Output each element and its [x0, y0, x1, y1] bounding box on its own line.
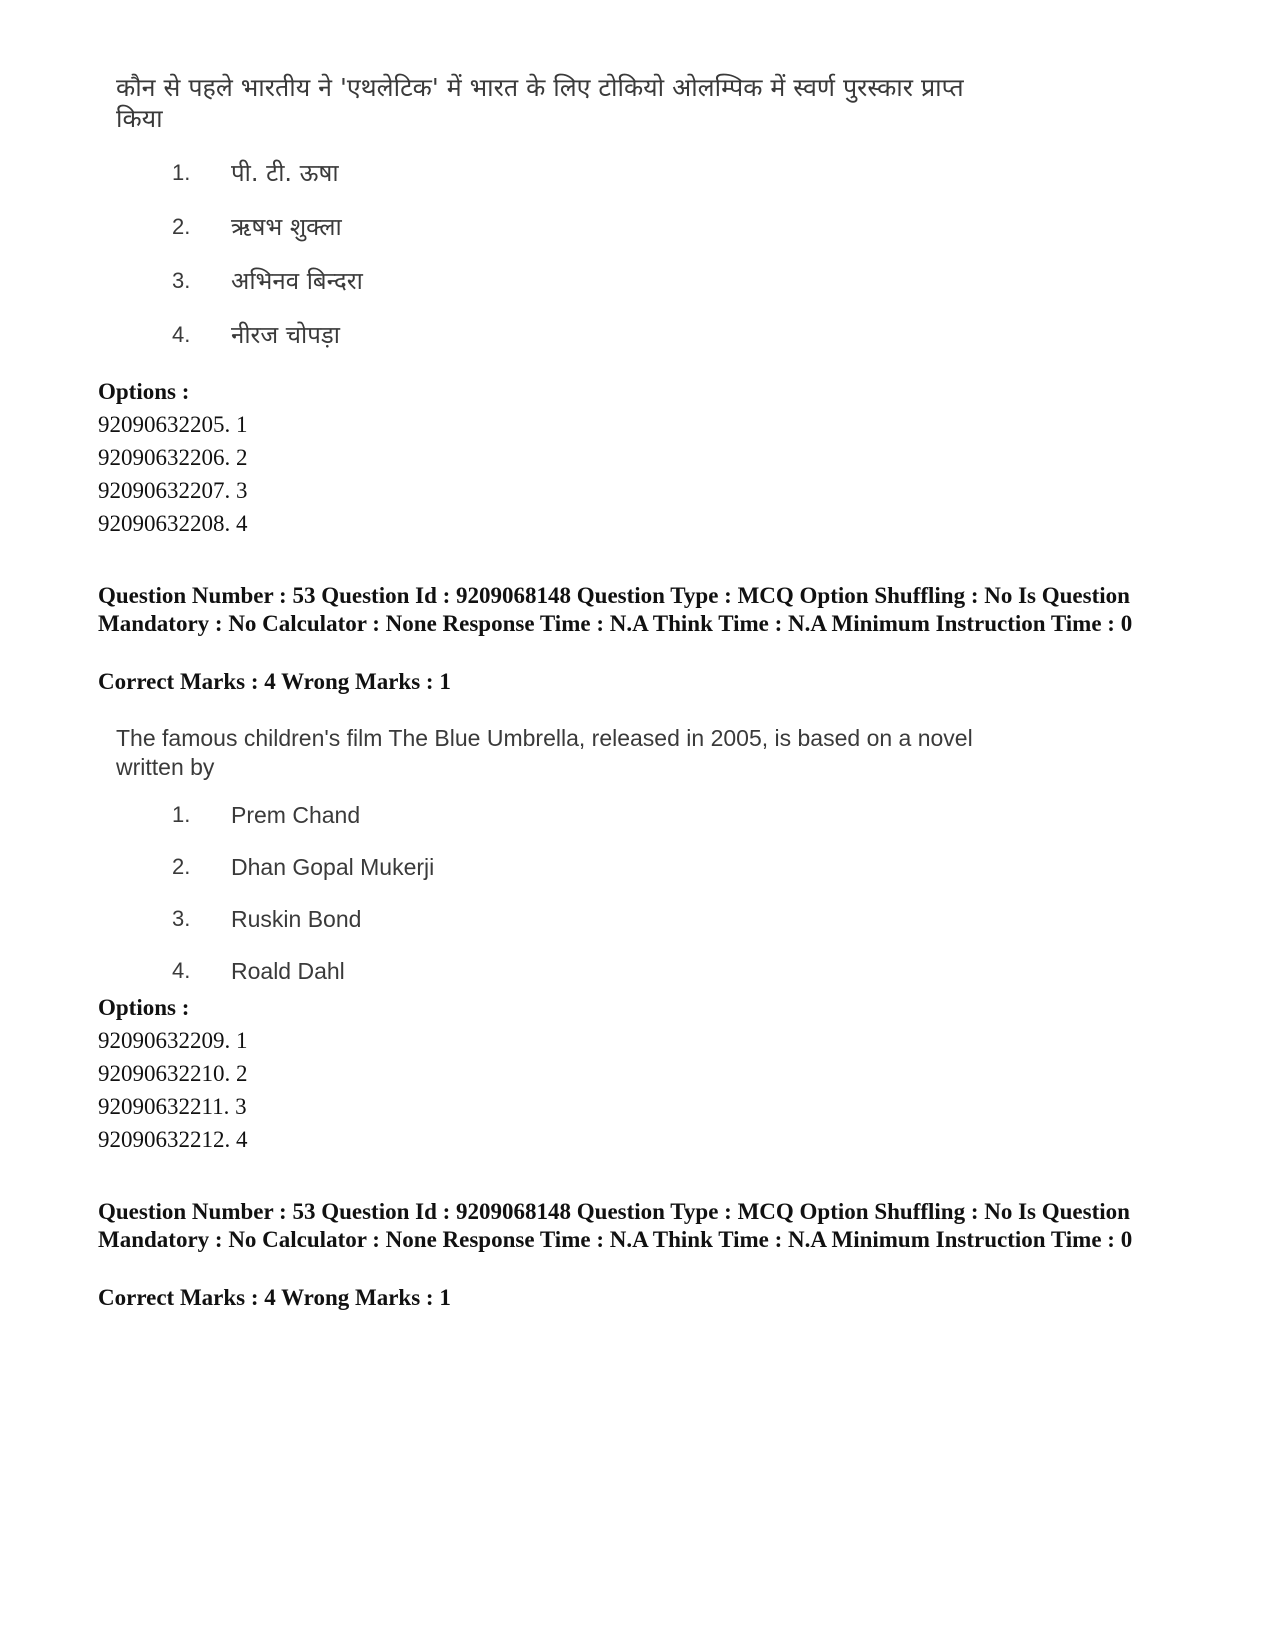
choice-number: 4. [172, 322, 191, 347]
choice-number: 3. [172, 906, 191, 931]
options-block [98, 992, 248, 1156]
option-id: 92090632207. 3 [98, 478, 248, 503]
marks-line: Correct Marks : 4 Wrong Marks : 1 [98, 669, 451, 694]
option-id: 92090632211. 3 [98, 1094, 247, 1119]
marks-line: Correct Marks : 4 Wrong Marks : 1 [98, 1285, 451, 1310]
options-title: Options : [98, 995, 190, 1020]
choice-number: 2. [172, 214, 191, 239]
question-meta: Question Number : 53 Question Id : 9209068148 Question Type : MCQ Option Shuffling : No Is Question Mandatory : No Calculator : None Response Time : N.A Think Time : N.A Minimum Instruction Time : 0 [98, 583, 1133, 636]
choice-text: Ruskin Bond [231, 906, 362, 932]
choice-text: अभिनव बिन्दरा [231, 267, 363, 295]
choice-text: Prem Chand [231, 802, 361, 828]
question-text: The famous children's film The Blue Umbrella, released in 2005, is based on a novel written by [116, 725, 973, 780]
options-title: Options : [98, 379, 190, 404]
choice-number: 3. [172, 268, 191, 293]
choice-text: नीरज चोपड़ा [231, 321, 340, 349]
option-id: 92090632206. 2 [98, 445, 248, 470]
choice-number: 1. [172, 160, 191, 185]
choice-number: 1. [172, 802, 191, 827]
choice-number: 4. [172, 958, 191, 983]
choice-text: ऋषभ शुक्ला [231, 213, 342, 241]
choice-text: पी. टी. ऊषा [231, 159, 339, 187]
option-id: 92090632205. 1 [98, 412, 248, 437]
choice-number: 2. [172, 854, 191, 879]
choice-text: Roald Dahl [231, 958, 345, 984]
option-id: 92090632210. 2 [98, 1061, 248, 1086]
option-id: 92090632208. 4 [98, 511, 248, 536]
option-id: 92090632212. 4 [98, 1127, 248, 1152]
options-block [98, 376, 248, 540]
option-id: 92090632209. 1 [98, 1028, 248, 1053]
choice-text: Dhan Gopal Mukerji [231, 854, 435, 880]
question-meta: Question Number : 53 Question Id : 9209068148 Question Type : MCQ Option Shuffling : No Is Question Mandatory : No Calculator : None Response Time : N.A Think Time : N.A Minimum Instruction Time : 0 [98, 1199, 1133, 1252]
question-text: कौन से पहले भारतीय ने 'एथलेटिक' में भारत के लिए टोकियो ओलम्पिक में स्वर्ण पुरस्कार प्राप्त किया [116, 73, 964, 133]
